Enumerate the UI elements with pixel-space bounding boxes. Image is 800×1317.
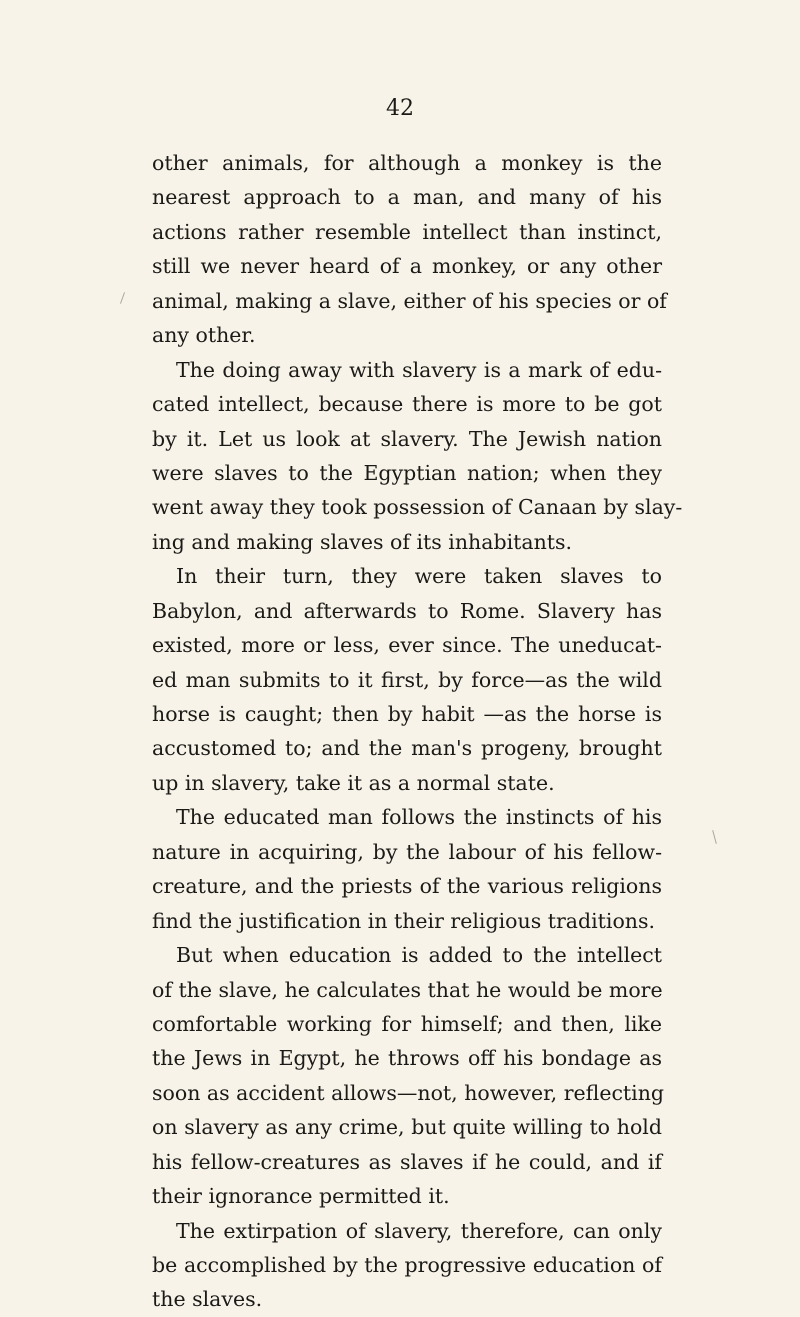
text-line: The extirpation of slavery, therefore, can only xyxy=(176,1218,662,1243)
text-line: Babylon, and afterwards to Rome. Slavery has xyxy=(152,598,662,623)
text-line: actions rather resemble intellect than instinct, xyxy=(152,219,662,244)
text-line: ing and making slaves of its inhabitants. xyxy=(152,529,573,554)
paragraph xyxy=(152,146,667,353)
text-line: cated intellect, because there is more to be got xyxy=(152,392,662,417)
text-line: The doing away with slavery is a mark of edu- xyxy=(176,357,662,382)
paragraph xyxy=(152,353,683,560)
text-line: But when education is added to the intellect xyxy=(176,943,662,968)
text-line: up in slavery, take it as a normal state. xyxy=(152,770,555,795)
text-line: their ignorance permitted it. xyxy=(152,1184,450,1209)
text-line: animal, making a slave, either of his species or of xyxy=(152,288,667,313)
paper-speck xyxy=(712,830,717,844)
text-line: be accomplished by the progressive education of xyxy=(152,1253,662,1277)
text-line: accustomed to; and the man's progeny, brought xyxy=(152,736,662,761)
text-line: soon as accident allows—not, however, reflecting xyxy=(152,1080,665,1105)
text-line: on slavery as any crime, but quite willing to hold xyxy=(152,1115,662,1140)
text-line: ed man submits to it first, by force—as the wild xyxy=(152,667,662,692)
text-line: the Jews in Egypt, he throws off his bondage as xyxy=(152,1046,662,1071)
paragraph xyxy=(152,559,662,800)
paragraph xyxy=(152,800,662,938)
text-line: his fellow-creatures as slaves if he could, and if xyxy=(152,1149,662,1174)
text-line: In their turn, they were taken slaves to xyxy=(176,564,662,589)
paper-speck xyxy=(120,292,125,304)
text-line: the slaves. xyxy=(152,1287,263,1312)
page-number: 42 xyxy=(386,96,414,121)
text-line: horse is caught; then by habit —as the horse is xyxy=(152,702,662,726)
text-line: existed, more or less, ever since. The uneducat- xyxy=(152,633,662,658)
text-line: nearest approach to a man, and many of his xyxy=(152,185,662,210)
paragraph xyxy=(152,938,665,1214)
text-line: creature, and the priests of the various religions xyxy=(152,874,662,899)
text-line: by it. Let us look at slavery. The Jewish nation xyxy=(152,426,662,451)
text-line: went away they took possession of Canaan by slay- xyxy=(152,495,683,520)
text-line: other animals, for although a monkey is the xyxy=(152,151,662,175)
text-line: comfortable working for himself; and then, like xyxy=(152,1011,662,1036)
text-line: still we never heard of a monkey, or any other xyxy=(152,254,662,279)
body-text xyxy=(152,146,683,1317)
text-line: any other. xyxy=(152,323,256,348)
text-line: find the justification in their religious traditions. xyxy=(152,908,656,933)
text-line: of the slave, he calculates that he would be more xyxy=(152,977,663,1002)
text-line: nature in acquiring, by the labour of his fellow- xyxy=(152,839,662,864)
text-line: were slaves to the Egyptian nation; when they xyxy=(152,460,662,485)
text-line: The educated man follows the instincts of his xyxy=(176,805,662,830)
paragraph xyxy=(152,1214,662,1317)
